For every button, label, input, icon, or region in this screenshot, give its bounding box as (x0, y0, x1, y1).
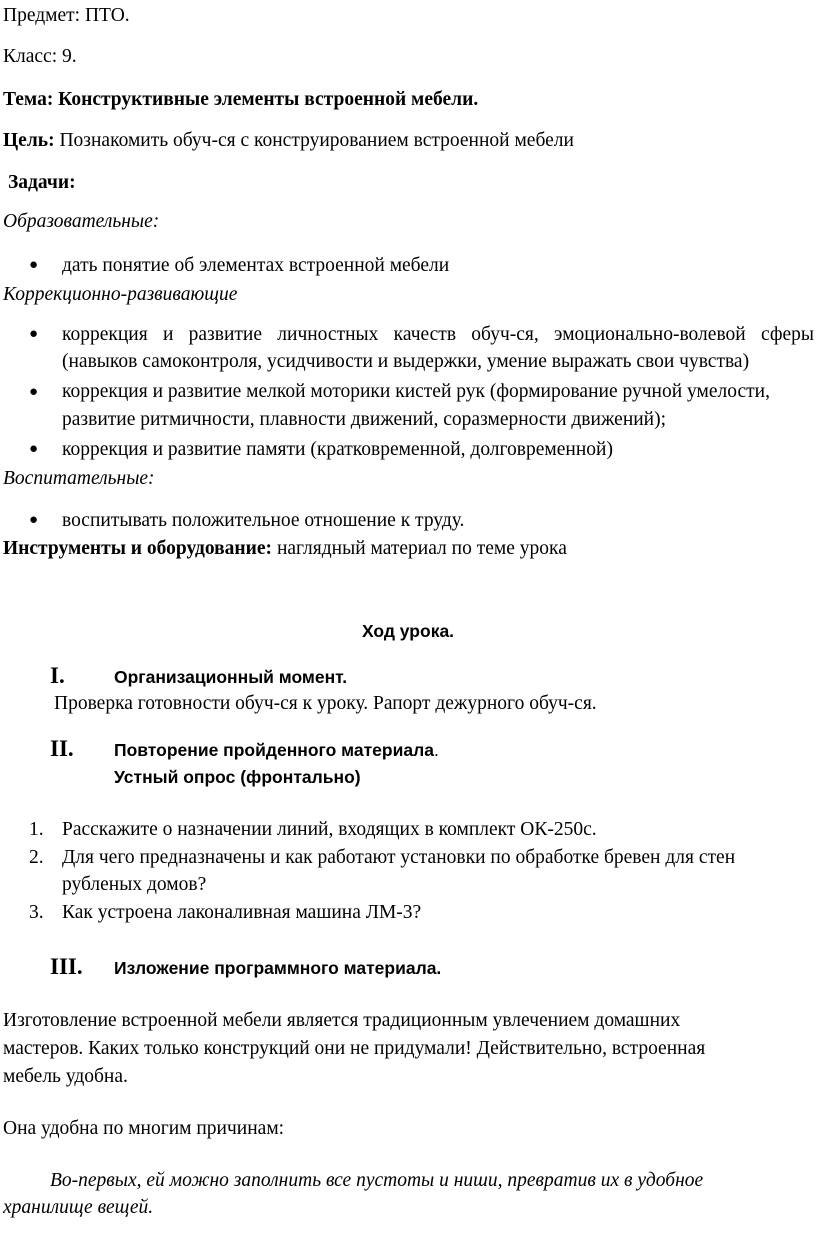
class-line: Класс: 9. (3, 46, 77, 67)
educational-label: Образовательные: (3, 211, 160, 232)
body-paragraph-1-line-3: мебель удобна. (3, 1066, 128, 1087)
question-2-number: 2. (29, 847, 44, 868)
question-3-number: 3. (29, 902, 44, 923)
question-1-text: Расскажите о назначении линий, входящих в комплект ОК-250с. (62, 819, 597, 840)
section-1-title: Организационный момент. (114, 667, 348, 687)
correctional-item-1-line-1: коррекция и развитие личностных качеств обуч-ся, эмоционально-волевой сферы (62, 324, 814, 345)
tools-text: наглядный материал по теме урока (276, 538, 567, 559)
lesson-title: Ход урока. (361, 621, 455, 641)
body-paragraph-1-line-2: мастеров. Каких только конструкций они не придумали! Действительно, встроенная (3, 1038, 706, 1059)
topic-line: Тема: Конструктивные элементы встроенной мебели. (3, 89, 479, 110)
bullet-icon: ● (29, 384, 39, 400)
goal-text: Познакомить обуч-ся с конструированием встроенной мебели (59, 130, 574, 151)
goal-label: Цель: (3, 130, 55, 151)
correctional-item-3: коррекция и развитие памяти (кратковременной, долговременной) (62, 439, 613, 460)
body-paragraph-3-line-2: хранилище вещей. (3, 1197, 154, 1218)
bullet-icon: ● (29, 441, 39, 457)
section-2-subtitle: Устный опрос (фронтально) (114, 767, 361, 787)
bullet-icon: ● (29, 512, 39, 528)
section-3-numeral: III. (50, 954, 83, 979)
section-1-numeral: I. (50, 663, 65, 688)
tools-line (3, 537, 567, 561)
question-1-number: 1. (29, 819, 44, 840)
upbringing-label: Воспитательные: (3, 468, 155, 489)
body-paragraph-3-line-1: Во-первых, ей можно заполнить все пустоты и ниши, превратив их в удобное (50, 1170, 704, 1191)
section-2-numeral: II. (50, 736, 74, 761)
bullet-icon: ● (29, 257, 39, 273)
upbringing-item: воспитывать положительное отношение к труду. (62, 510, 465, 531)
question-2-line-2: рубленых домов? (62, 874, 207, 895)
section-3-title: Изложение программного материала. (114, 958, 442, 978)
correctional-item-1-line-2: (навыков самоконтроля, усидчивости и выдержки, умение выражать свои чувства) (62, 351, 750, 372)
tasks-label: Задачи: (8, 172, 76, 193)
body-paragraph-2: Она удобна по многим причинам: (3, 1118, 285, 1139)
subject-line: Предмет: ПТО. (3, 5, 130, 26)
correctional-label: Коррекционно-развивающие (3, 284, 238, 305)
correctional-item-2-line-1: коррекция и развитие мелкой моторики кистей рук (формирование ручной умелости, (62, 381, 770, 402)
section-2-title: Повторение пройденного материала. (114, 740, 439, 760)
goal-line (3, 129, 574, 153)
section-1-text: Проверка готовности обуч-ся к уроку. Рапорт дежурного обуч-ся. (54, 693, 597, 714)
body-paragraph-1-line-1: Изготовление встроенной мебели является традиционным увлечением домашних (3, 1010, 681, 1031)
question-3-text: Как устроена лаконаливная машина ЛМ-3? (62, 902, 422, 923)
question-2-line-1: Для чего предназначены и как работают установки по обработке бревен для стен (62, 847, 736, 868)
correctional-item-2-line-2: развитие ритмичности, плавности движений, соразмерности движений); (62, 409, 667, 430)
educational-item: дать понятие об элементах встроенной мебели (62, 255, 450, 276)
tools-label: Инструменты и оборудование: (3, 538, 273, 559)
bullet-icon: ● (29, 326, 39, 342)
